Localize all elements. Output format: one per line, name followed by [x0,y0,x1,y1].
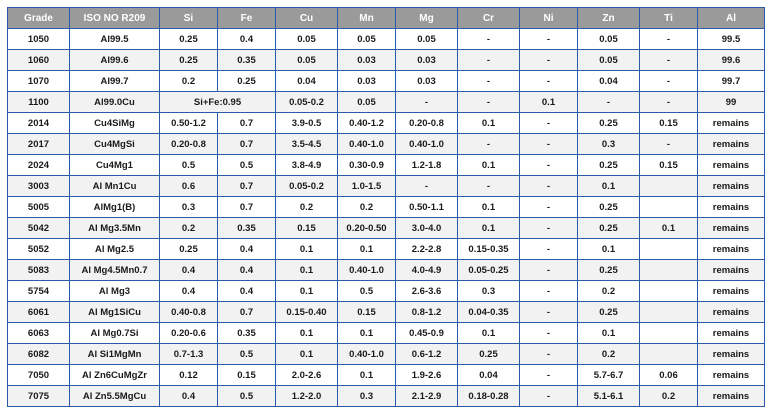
cell-ti [640,197,698,218]
cell-si: 0.20-0.8 [160,134,218,155]
cell-cr: 0.25 [458,344,520,365]
cell-cr: 0.18-0.28 [458,386,520,407]
cell-fe: 0.7 [218,176,276,197]
cell-zn: 0.25 [578,197,640,218]
cell-ni: - [520,50,578,71]
cell-grade: 6082 [8,344,70,365]
table-row [8,302,765,323]
cell-iso: Al Mg3 [70,281,160,302]
cell-si: 0.40-0.8 [160,302,218,323]
table-row [8,239,765,260]
table-row [8,260,765,281]
table-row [8,197,765,218]
cell-fe: 0.7 [218,197,276,218]
cell-zn: 0.05 [578,50,640,71]
cell-al: remains [698,197,765,218]
cell-ni: - [520,365,578,386]
cell-si: 0.25 [160,29,218,50]
cell-cu: 0.15 [276,218,338,239]
cell-mg: - [396,92,458,113]
cell-grade: 3003 [8,176,70,197]
cell-iso: Al Zn5.5MgCu [70,386,160,407]
cell-iso: Al99.0Cu [70,92,160,113]
cell-cu: 0.1 [276,281,338,302]
cell-fe: 0.35 [218,50,276,71]
cell-iso: Al Mg1SiCu [70,302,160,323]
cell-cu: 0.1 [276,323,338,344]
cell-ni: - [520,386,578,407]
header-cr: Cr [458,8,520,29]
cell-cr: 0.1 [458,113,520,134]
cell-ni: - [520,71,578,92]
cell-grade: 5754 [8,281,70,302]
cell-ti: 0.1 [640,218,698,239]
cell-fe: 0.7 [218,134,276,155]
header-mg: Mg [396,8,458,29]
cell-si: 0.4 [160,281,218,302]
cell-ti: - [640,92,698,113]
cell-cr: 0.15-0.35 [458,239,520,260]
cell-ti [640,302,698,323]
cell-cr: 0.1 [458,155,520,176]
cell-ti: 0.06 [640,365,698,386]
cell-fe: 0.4 [218,260,276,281]
table-row [8,50,765,71]
cell-mg: 0.20-0.8 [396,113,458,134]
cell-mg: 0.03 [396,71,458,92]
cell-al: 99.6 [698,50,765,71]
cell-mn: 0.3 [338,386,396,407]
cell-cu: 0.1 [276,260,338,281]
cell-zn: 0.1 [578,323,640,344]
cell-cu: 0.05 [276,29,338,50]
header-fe: Fe [218,8,276,29]
cell-al: remains [698,386,765,407]
cell-zn: 0.25 [578,260,640,281]
cell-fe: 0.25 [218,71,276,92]
cell-ni: - [520,323,578,344]
cell-si: 0.50-1.2 [160,113,218,134]
cell-ti: 0.15 [640,113,698,134]
cell-cr: - [458,176,520,197]
cell-cu: 3.5-4.5 [276,134,338,155]
cell-ni: - [520,134,578,155]
cell-al: 99.7 [698,71,765,92]
cell-fe: 0.5 [218,386,276,407]
cell-mg: 2.2-2.8 [396,239,458,260]
table-row [8,92,765,113]
cell-ni: - [520,344,578,365]
cell-si: 0.3 [160,197,218,218]
cell-ni: - [520,260,578,281]
cell-al: remains [698,323,765,344]
cell-ti: - [640,134,698,155]
cell-grade: 6063 [8,323,70,344]
cell-cr: 0.1 [458,218,520,239]
cell-ti [640,344,698,365]
cell-zn: 0.25 [578,218,640,239]
cell-fe: 0.4 [218,281,276,302]
cell-mn: 0.1 [338,323,396,344]
table-row [8,134,765,155]
cell-mn: 0.03 [338,71,396,92]
table-row [8,29,765,50]
cell-mn: 0.15 [338,302,396,323]
cell-fe: 0.5 [218,344,276,365]
cell-mn: 0.20-0.50 [338,218,396,239]
header-al: Al [698,8,765,29]
cell-si: 0.12 [160,365,218,386]
cell-ni: - [520,197,578,218]
header-si: Si [160,8,218,29]
cell-ni: - [520,155,578,176]
cell-al: 99 [698,92,765,113]
cell-mg: 0.05 [396,29,458,50]
table-row [8,344,765,365]
cell-grade: 5042 [8,218,70,239]
cell-mg: 0.40-1.0 [396,134,458,155]
cell-ti [640,281,698,302]
cell-zn: 0.25 [578,113,640,134]
header-row [8,8,765,29]
cell-cu: 0.2 [276,197,338,218]
cell-fe: 0.7 [218,302,276,323]
cell-mg: 0.50-1.1 [396,197,458,218]
alloy-composition-table-container [7,7,764,407]
cell-iso: AlMg1(B) [70,197,160,218]
cell-iso: Cu4Mg1 [70,155,160,176]
cell-mn: 0.05 [338,92,396,113]
cell-ni: 0.1 [520,92,578,113]
cell-grade: 6061 [8,302,70,323]
cell-ni: - [520,302,578,323]
cell-fe: 0.5 [218,155,276,176]
cell-mg: 0.8-1.2 [396,302,458,323]
cell-fe: 0.15 [218,365,276,386]
cell-zn: 5.1-6.1 [578,386,640,407]
cell-ni: - [520,176,578,197]
cell-al: 99.5 [698,29,765,50]
cell-cr: - [458,134,520,155]
cell-mn: 0.40-1.2 [338,113,396,134]
cell-mg: 2.6-3.6 [396,281,458,302]
cell-zn: 0.2 [578,281,640,302]
cell-mg: 4.0-4.9 [396,260,458,281]
cell-mn: 0.1 [338,365,396,386]
cell-zn: 0.04 [578,71,640,92]
table-row [8,218,765,239]
cell-ni: - [520,281,578,302]
cell-si: 0.25 [160,50,218,71]
cell-al: remains [698,134,765,155]
cell-si: 0.7-1.3 [160,344,218,365]
cell-al: remains [698,239,765,260]
cell-iso: Cu4SiMg [70,113,160,134]
cell-fe: 0.4 [218,29,276,50]
cell-iso: Al Si1MgMn [70,344,160,365]
cell-fe: 0.4 [218,239,276,260]
cell-iso: Al99.6 [70,50,160,71]
cell-grade: 7075 [8,386,70,407]
cell-ni: - [520,239,578,260]
header-zn: Zn [578,8,640,29]
cell-al: remains [698,155,765,176]
cell-ti [640,260,698,281]
cell-ti: - [640,29,698,50]
cell-cr: - [458,50,520,71]
cell-grade: 5083 [8,260,70,281]
cell-cr: 0.05-0.25 [458,260,520,281]
cell-cu: 1.2-2.0 [276,386,338,407]
cell-cu: 0.04 [276,71,338,92]
cell-cr: 0.3 [458,281,520,302]
table-row [8,365,765,386]
table-row [8,71,765,92]
cell-zn: 0.3 [578,134,640,155]
cell-mg: 1.2-1.8 [396,155,458,176]
cell-grade: 1100 [8,92,70,113]
cell-fe: 0.35 [218,323,276,344]
cell-si: 0.6 [160,176,218,197]
cell-al: remains [698,302,765,323]
cell-mn: 0.5 [338,281,396,302]
cell-grade: 2014 [8,113,70,134]
cell-si: 0.20-0.6 [160,323,218,344]
cell-grade: 1060 [8,50,70,71]
cell-grade: 2017 [8,134,70,155]
cell-ti [640,239,698,260]
cell-si: 0.2 [160,218,218,239]
cell-iso: Al Mg4.5Mn0.7 [70,260,160,281]
header-iso: ISO NO R209 [70,8,160,29]
cell-cu: 2.0-2.6 [276,365,338,386]
cell-zn: 0.1 [578,176,640,197]
table-row [8,176,765,197]
cell-mg: 0.6-1.2 [396,344,458,365]
cell-cr: 0.1 [458,197,520,218]
cell-grade: 1070 [8,71,70,92]
cell-cu: 3.9-0.5 [276,113,338,134]
cell-si: 0.2 [160,71,218,92]
cell-cu: 0.1 [276,344,338,365]
cell-zn: 0.25 [578,302,640,323]
cell-al: remains [698,365,765,386]
cell-iso: Al Mg0.7Si [70,323,160,344]
cell-grade: 7050 [8,365,70,386]
cell-iso: Al99.7 [70,71,160,92]
cell-mg: 2.1-2.9 [396,386,458,407]
cell-mg: 0.45-0.9 [396,323,458,344]
cell-ni: - [520,29,578,50]
cell-ni: - [520,218,578,239]
cell-cu: 0.15-0.40 [276,302,338,323]
cell-mn: 0.40-1.0 [338,134,396,155]
cell-si-fe: Si+Fe:0.95 [160,92,276,113]
table-row [8,281,765,302]
cell-zn: 0.25 [578,155,640,176]
header-ni: Ni [520,8,578,29]
cell-cr: - [458,71,520,92]
cell-mg: 0.03 [396,50,458,71]
cell-ti: 0.2 [640,386,698,407]
cell-grade: 5005 [8,197,70,218]
cell-iso: Al Mg2.5 [70,239,160,260]
cell-mg: 3.0-4.0 [396,218,458,239]
cell-al: remains [698,176,765,197]
cell-cr: - [458,29,520,50]
cell-mn: 0.40-1.0 [338,344,396,365]
cell-si: 0.4 [160,386,218,407]
cell-mn: 0.1 [338,239,396,260]
cell-zn: 5.7-6.7 [578,365,640,386]
cell-mg: 1.9-2.6 [396,365,458,386]
cell-si: 0.4 [160,260,218,281]
cell-al: remains [698,113,765,134]
cell-fe: 0.7 [218,113,276,134]
cell-cu: 0.05-0.2 [276,176,338,197]
cell-grade: 2024 [8,155,70,176]
table-row [8,155,765,176]
cell-iso: Cu4MgSi [70,134,160,155]
header-grade: Grade [8,8,70,29]
cell-zn: - [578,92,640,113]
cell-ni: - [520,113,578,134]
cell-ti: - [640,71,698,92]
cell-al: remains [698,344,765,365]
table-row [8,323,765,344]
cell-cu: 0.1 [276,239,338,260]
cell-ti: 0.15 [640,155,698,176]
cell-ti [640,323,698,344]
cell-mn: 0.03 [338,50,396,71]
table-row [8,386,765,407]
cell-mg: - [396,176,458,197]
cell-cr: 0.04 [458,365,520,386]
cell-iso: Al Mn1Cu [70,176,160,197]
cell-si: 0.25 [160,239,218,260]
cell-cu: 3.8-4.9 [276,155,338,176]
cell-si: 0.5 [160,155,218,176]
alloy-composition-table [7,7,765,407]
table-row [8,113,765,134]
cell-mn: 1.0-1.5 [338,176,396,197]
cell-al: remains [698,281,765,302]
cell-cr: 0.04-0.35 [458,302,520,323]
cell-al: remains [698,218,765,239]
cell-al: remains [698,260,765,281]
cell-cu: 0.05 [276,50,338,71]
header-mn: Mn [338,8,396,29]
cell-cr: - [458,92,520,113]
cell-grade: 5052 [8,239,70,260]
cell-zn: 0.05 [578,29,640,50]
cell-zn: 0.2 [578,344,640,365]
cell-iso: Al Mg3.5Mn [70,218,160,239]
cell-grade: 1050 [8,29,70,50]
cell-ti: - [640,50,698,71]
cell-mn: 0.40-1.0 [338,260,396,281]
header-ti: Ti [640,8,698,29]
cell-fe: 0.35 [218,218,276,239]
cell-iso: Al Zn6CuMgZr [70,365,160,386]
cell-zn: 0.1 [578,239,640,260]
cell-iso: Al99.5 [70,29,160,50]
cell-mn: 0.30-0.9 [338,155,396,176]
cell-cr: 0.1 [458,323,520,344]
cell-cu: 0.05-0.2 [276,92,338,113]
cell-mn: 0.2 [338,197,396,218]
cell-ti [640,176,698,197]
cell-mn: 0.05 [338,29,396,50]
header-cu: Cu [276,8,338,29]
